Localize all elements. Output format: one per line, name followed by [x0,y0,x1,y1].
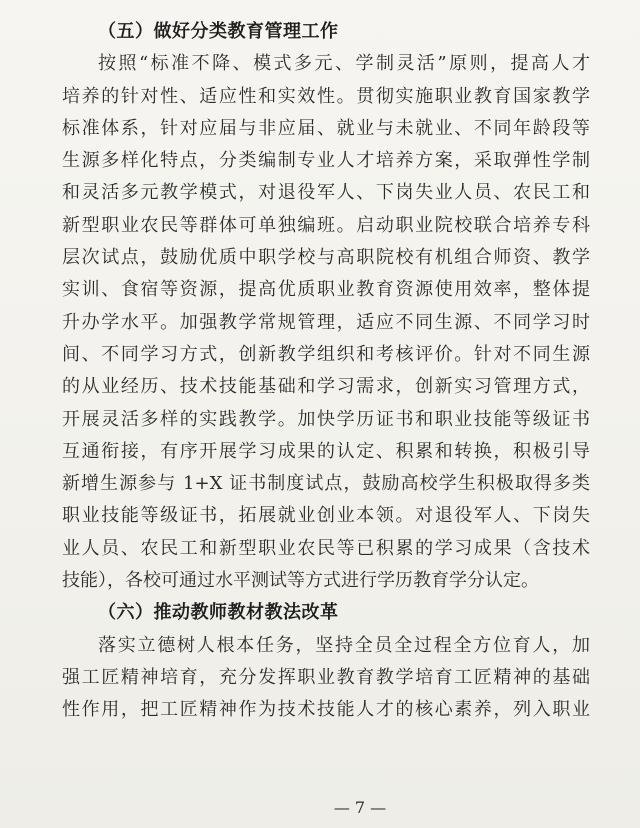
section-5-line-6: 新型职业农民等群体可单独编班。启动职业院校联合培养专科 [62,214,590,236]
section-5-line-16: 业人员、农民工和新型职业农民等已积累的学习成果（含技术 [62,537,590,559]
section-5-line-8: 实训、食宿等资源，提高优质职业教育资源使用效率，整体提 [62,279,590,301]
section-5-line-17: 技能），各校可通过水平测试等方式进行学历教育学分认定。 [62,570,539,592]
section-5-line-1: 按照“标准不降、模式多元、学制灵活”原则，提高人才 [98,53,590,75]
section-6-line-3: 性作用，把工匠精神作为技术技能人才的核心素养，列入职业 [62,699,590,721]
section-5-heading: （五）做好分类教育管理工作 [98,21,339,42]
section-5-line-3: 标准体系，针对应届与非应届、就业与未就业、不同年龄段等 [62,117,590,139]
section-5-line-7: 层次试点，鼓励优质中职学校与高职院校有机组合师资、教学 [62,247,590,269]
section-5-line-5: 和灵活多元教学模式，对退役军人、下岗失业人员、农民工和 [62,182,590,204]
section-6-line-1: 落实立德树人根本任务，坚持全员全过程全方位育人，加 [98,634,590,656]
section-5-line-2: 培养的针对性、适应性和实效性。贯彻实施职业教育国家教学 [62,85,590,107]
section-6-heading: （六）推动教师教材教法改革 [98,602,339,624]
section-6-line-2: 强工匠精神培育，充分发挥职业教育教学培育工匠精神的基础 [62,666,590,688]
section-5-line-14: 新增生源参与 1+X 证书制度试点，鼓励高校学生积极取得多类 [62,473,590,495]
section-5-line-15: 职业技能等级证书，拓展就业创业本领。对退役军人、下岗失 [62,505,590,527]
section-5-line-11: 的从业经历、技术技能基础和学习需求，创新实习管理方式， [62,376,590,398]
section-5-line-4: 生源多样化特点，分类编制专业人才培养方案，采取弹性学制 [62,150,590,172]
page-number: — 7 — [333,798,387,817]
section-5-line-13: 互通衔接，有序开展学习成果的认定、积累和转换，积极引导 [62,440,590,462]
document-body [62,16,590,727]
section-5-line-10: 间、不同学习方式，创新教学组织和考核评价。针对不同生源 [62,343,590,365]
section-5-line-12: 开展灵活多样的实践教学。加快学历证书和职业技能等级证书 [62,408,590,430]
section-5-line-9: 升办学水平。加强教学常规管理，适应不同生源、不同学习时 [62,311,590,333]
